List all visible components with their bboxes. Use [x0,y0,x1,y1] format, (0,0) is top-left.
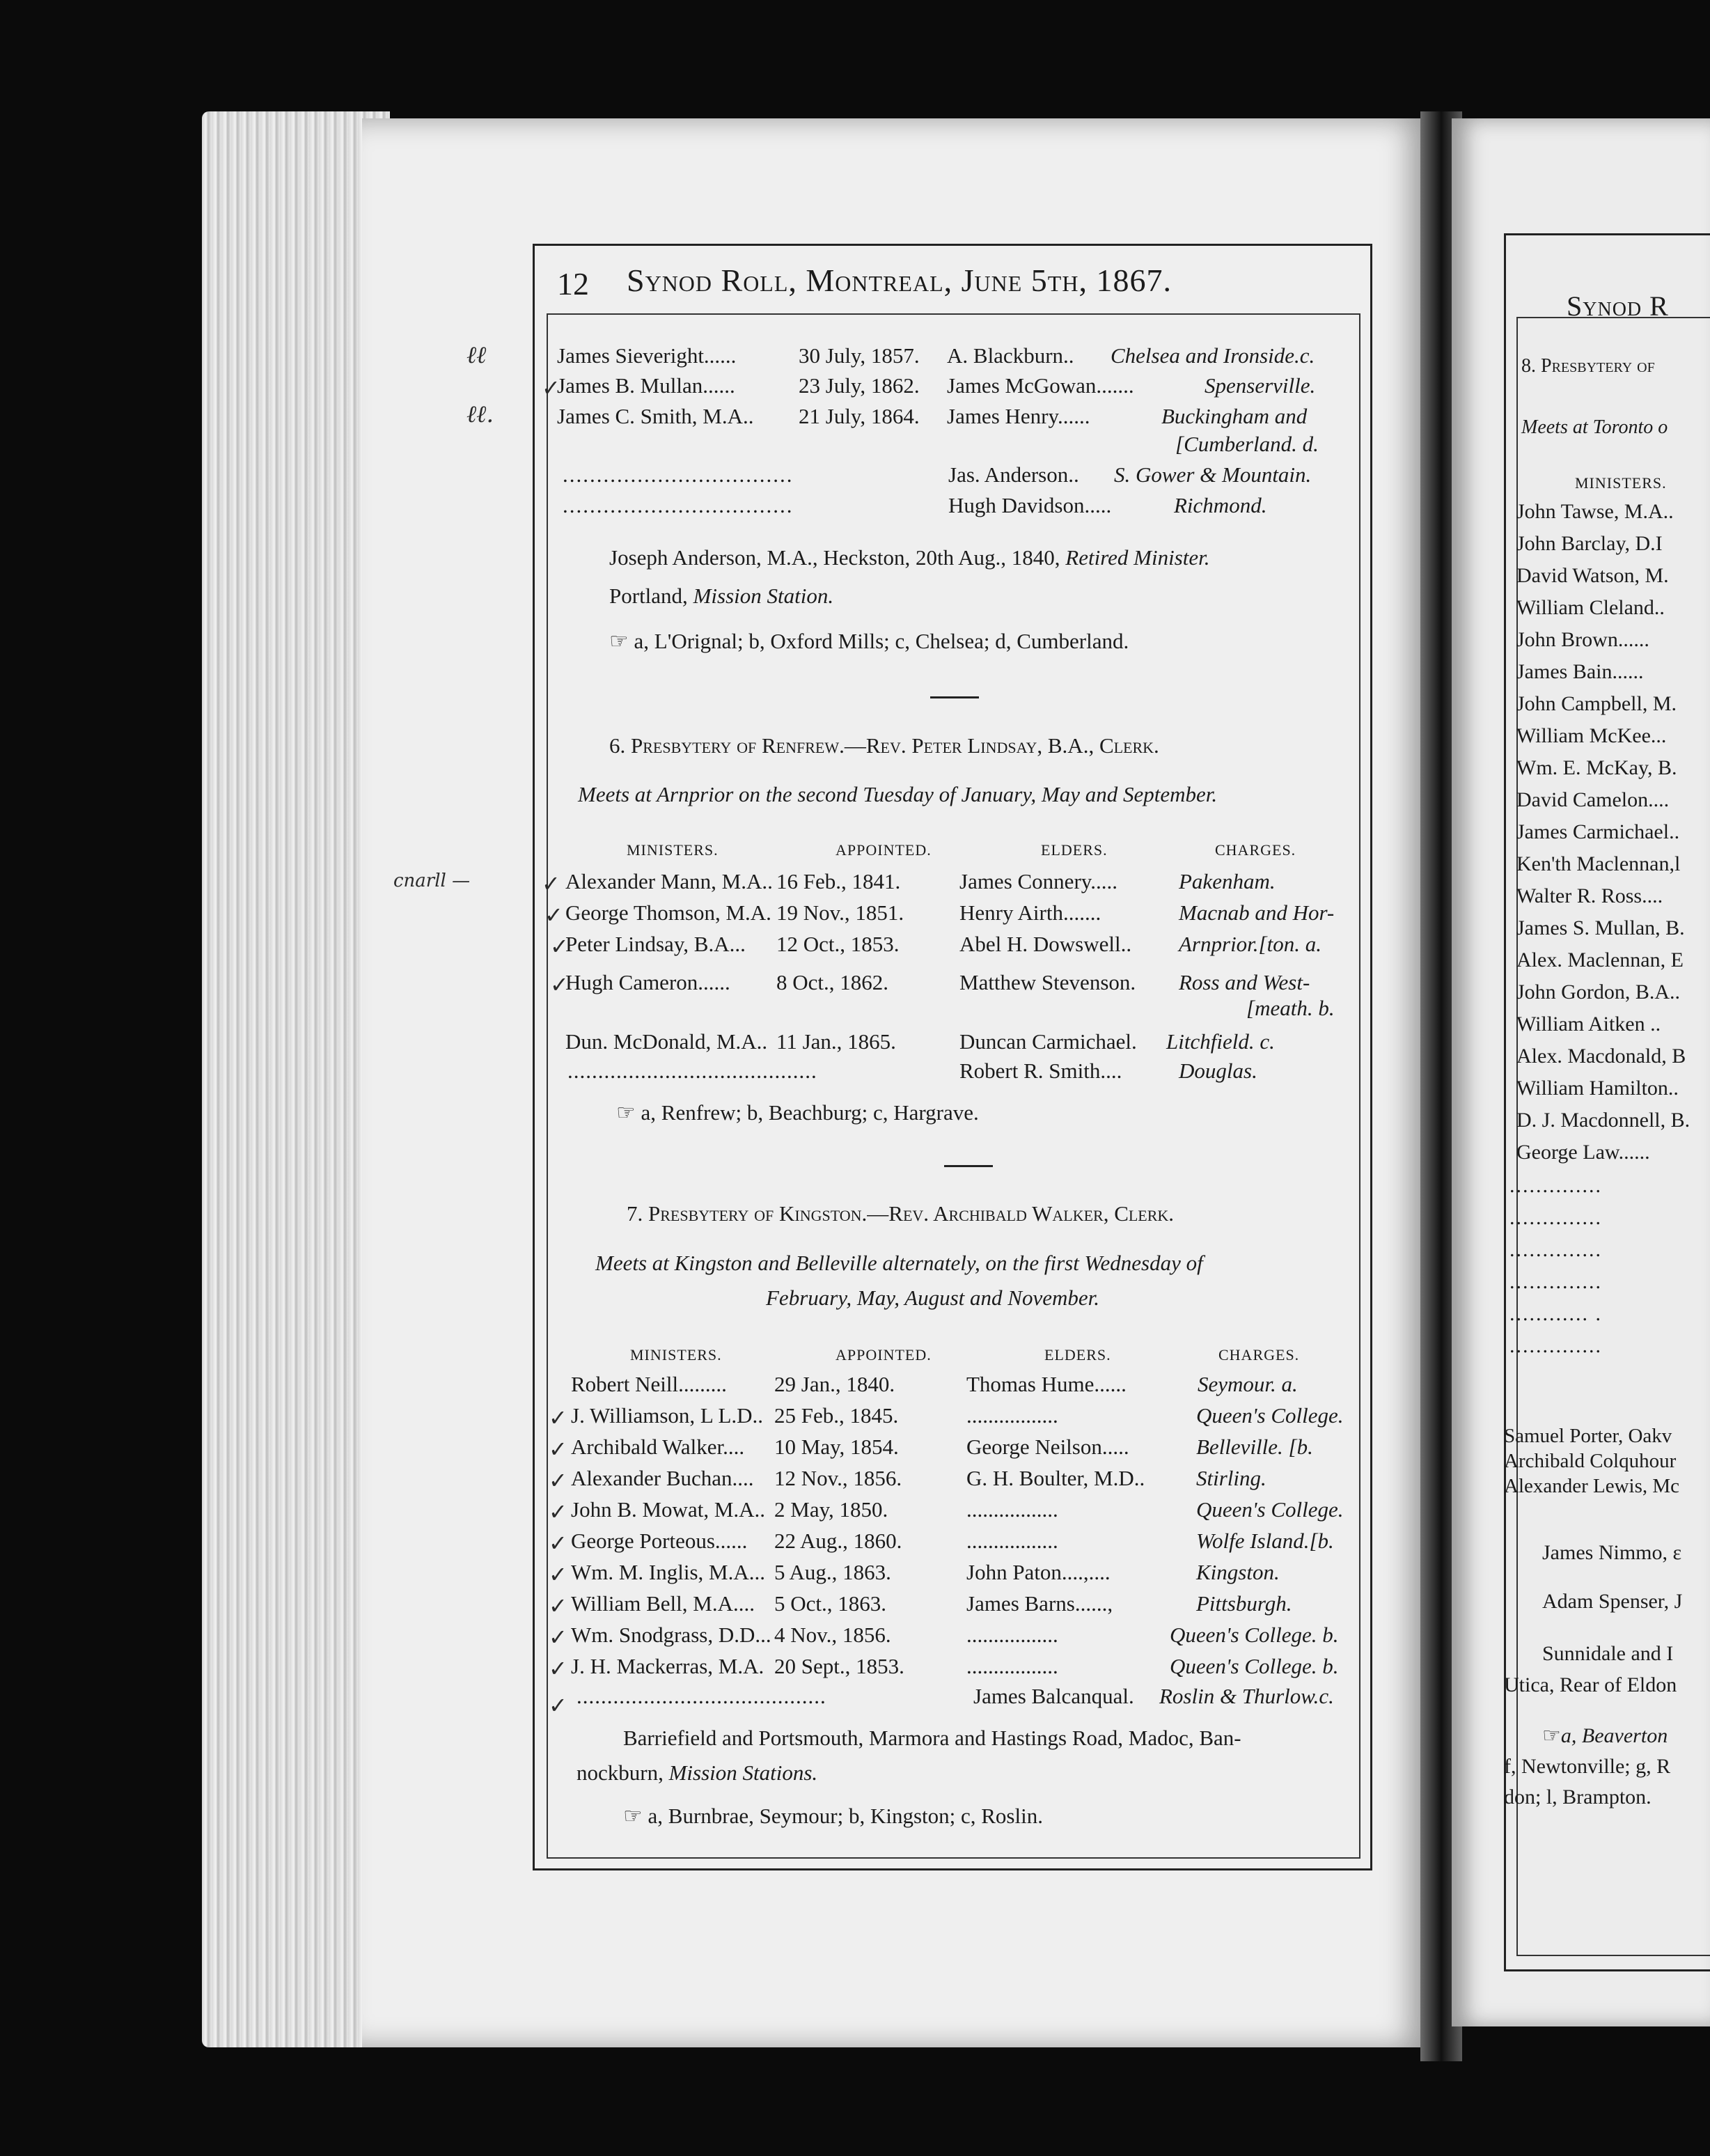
column-header: APPOINTED. [836,841,932,859]
appointed-date: 29 Jan., 1840. [774,1372,895,1396]
minister-name: Hugh Cameron...... [565,970,730,994]
pointing-hand-icon: ☞ [1542,1724,1561,1747]
charge-name: Ross and West- [1179,970,1310,994]
minister-name: James B. Mullan...... [557,373,735,398]
footnote-text: a, Beaverton [1560,1724,1668,1747]
elder-name: James Barns......, [966,1591,1113,1616]
elder-name: James Henry...... [947,404,1090,428]
elder-name: Matthew Stevenson. [959,970,1136,994]
list-item: Samuel Porter, Oakv [1504,1425,1672,1447]
minister-name: J. Williamson, L L.D.. [571,1403,764,1428]
dotted-leader: .............. [1509,1270,1602,1293]
dotted-leader: ................. [966,1497,1058,1522]
check-mark-icon: ✓ [549,1655,567,1682]
minister-name: Alexander Buchan.... [571,1466,754,1490]
margin-handwriting: cnarll — [393,870,471,891]
minister-name: Robert Neill......... [571,1372,727,1396]
check-mark-icon: ✓ [542,375,560,401]
section-heading-renfrew: 6. Presbytery of Renfrew.—Rev. Peter Lindsay, B.A., Clerk. [609,733,1159,758]
appointed-date: 19 Nov., 1851. [776,900,904,925]
list-item: Walter R. Ross.... [1516,884,1663,907]
column-header: CHARGES. [1215,841,1296,859]
charge-name: Belleville. [b. [1196,1435,1313,1459]
right-footnote-line: f, Newtonville; g, R [1504,1755,1671,1778]
charge-name: Queen's College. [1196,1497,1344,1522]
list-item: David Watson, M. [1516,564,1669,587]
charge-name: Chelsea and Ironside.c. [1111,343,1315,368]
appointed-date: 5 Aug., 1863. [774,1560,891,1584]
charge-name: [meath. b. [1246,996,1335,1020]
elder-name: Henry Airth....... [959,900,1101,925]
elder-name: James Balcanqual. [973,1684,1134,1708]
check-mark-icon: ✓ [550,971,569,998]
list-item: Ken'th Maclennan,l [1516,852,1681,875]
dotted-leader: ................. [966,1403,1058,1428]
meeting-schedule-kingston-cont: February, May, August and November. [766,1286,1100,1310]
list-item: Alexander Lewis, Mc [1504,1475,1680,1497]
minister-name: Wm. Snodgrass, D.D... [571,1623,771,1647]
column-header: MINISTERS. [630,1346,722,1364]
right-column-header: MINISTERS. [1575,474,1667,492]
meeting-schedule-renfrew: Meets at Arnprior on the second Tuesday of January, May and September. [578,782,1218,806]
minister-name: Alexander Mann, M.A.. [565,869,773,893]
elder-name: Abel H. Dowswell.. [959,932,1132,956]
charge-name: Richmond. [1174,493,1267,517]
elder-name: A. Blackburn.. [947,343,1074,368]
list-item: D. J. Macdonnell, B. [1516,1109,1691,1132]
dotted-leader: .................................. [563,493,794,517]
check-mark-icon: ✓ [549,1499,567,1525]
charge-name: Buckingham and [1161,404,1308,428]
list-item: John Tawse, M.A.. [1516,500,1674,523]
charge-name: Litchfield. c. [1166,1029,1275,1054]
check-mark-icon: ✓ [549,1530,567,1556]
charge-name: Spenserville. [1205,373,1316,398]
check-mark-icon: ✓ [549,1436,567,1462]
elder-name: Hugh Davidson..... [948,493,1112,517]
dotted-leader: ................. [966,1623,1058,1647]
elder-name: Duncan Carmichael. [959,1029,1137,1054]
appointed-date: 22 Aug., 1860. [774,1529,902,1553]
appointed-date: 12 Nov., 1856. [774,1466,902,1490]
section-heading-kingston: 7. Presbytery of Kingston.—Rev. Archibald Walker, Clerk. [627,1201,1175,1226]
list-item: Alex. Maclennan, E [1516,948,1684,971]
check-mark-icon: ✓ [549,1561,567,1588]
dotted-leader: .............. [1509,1238,1602,1261]
column-header: ELDERS. [1041,841,1108,859]
list-item: Sunnidale and I [1542,1642,1674,1665]
charge-name: Stirling. [1196,1466,1266,1490]
margin-handwriting: ℓℓ. [466,400,494,428]
footnote-text: a, Burnbrae, Seymour; b, Kingston; c, Roslin. [648,1804,1043,1828]
dotted-leader: ......................................... [576,1684,826,1708]
elder-name: Jas. Anderson.. [948,462,1079,487]
appointed-date: 23 July, 1862. [799,373,920,398]
running-title: Synod Roll, Montreal, June 5th, 1867. [627,263,1172,298]
retired-minister-line [609,547,1210,568]
list-item: William Cleland.. [1516,596,1665,619]
appointed-date: 10 May, 1854. [774,1435,899,1459]
elder-name: G. H. Boulter, M.D.. [966,1466,1145,1490]
appointed-date: 21 July, 1864. [799,404,920,428]
minister-name: J. H. Mackerras, M.A. [571,1654,764,1678]
column-header: APPOINTED. [836,1346,932,1364]
charge-name: Douglas. [1179,1059,1257,1083]
list-item: William McKee... [1516,724,1667,747]
elder-name: George Neilson..... [966,1435,1129,1459]
check-mark-icon: ✓ [549,1692,567,1719]
dotted-leader: ................. [966,1529,1058,1553]
charge-name: S. Gower & Mountain. [1114,462,1312,487]
charge-name: Arnprior.[ton. a. [1179,932,1321,956]
elder-name: James Connery..... [959,869,1118,893]
mission-stations-line: Barriefield and Portsmouth, Marmora and Hastings Road, Madoc, Ban- [623,1726,1241,1750]
charge-name: Kingston. [1196,1560,1280,1584]
retired-minister-text: Joseph Anderson, M.A., Heckston, 20th Aug., 1840, [609,545,1066,570]
appointed-date: 11 Jan., 1865. [776,1029,896,1054]
mission-station-line [609,585,833,607]
charge-name: Seymour. a. [1198,1372,1298,1396]
mission-stations-line-cont [576,1762,817,1783]
check-mark-icon: ✓ [549,1405,567,1431]
margin-handwriting: ℓℓ [466,341,487,369]
mission-stations-label: Mission Stations. [668,1760,818,1785]
right-running-title: Synod R [1567,290,1669,322]
minister-name: James C. Smith, M.A.. [557,404,754,428]
footnote-line [623,1805,1043,1827]
appointed-date: 12 Oct., 1853. [776,932,900,956]
minister-name: Archibald Walker.... [571,1435,745,1459]
minister-name: George Porteous...... [571,1529,748,1553]
mission-station-place: Portland, [609,584,693,608]
check-mark-icon: ✓ [544,902,563,928]
list-item: Utica, Rear of Eldon [1504,1673,1677,1696]
column-header: ELDERS. [1044,1346,1111,1364]
appointed-date: 16 Feb., 1841. [776,869,901,893]
check-mark-icon: ✓ [549,1624,567,1650]
appointed-date: 20 Sept., 1853. [774,1654,904,1678]
list-item: James S. Mullan, B. [1516,916,1685,939]
meeting-schedule-kingston: Meets at Kingston and Belleville alternately, on the first Wednesday of [595,1251,1203,1275]
list-item: James Bain...... [1516,660,1644,683]
dotted-leader: ............ . [1509,1302,1602,1325]
footnote-text: a, Renfrew; b, Beachburg; c, Hargrave. [641,1100,979,1125]
section-divider [930,696,979,698]
appointed-date: 4 Nov., 1856. [774,1623,891,1647]
list-item: David Camelon.... [1516,788,1670,811]
appointed-date: 25 Feb., 1845. [774,1403,899,1428]
list-item: Adam Spenser, J [1542,1590,1683,1613]
charge-name: Queen's College. b. [1170,1654,1339,1678]
charge-name: Roslin & Thurlow.c. [1159,1684,1334,1708]
section-divider [944,1165,993,1167]
dotted-leader: ......................................... [567,1059,817,1083]
charge-name: Queen's College. [1196,1403,1344,1428]
mission-station-label: Mission Station. [693,584,834,608]
list-item: John Brown...... [1516,628,1649,651]
minister-name: John B. Mowat, M.A.. [571,1497,766,1522]
column-header: MINISTERS. [627,841,719,859]
minister-name: William Bell, M.A.... [571,1591,755,1616]
list-item: George Law...... [1516,1141,1650,1164]
elder-name: John Paton....,.... [966,1560,1111,1584]
minister-name: George Thomson, M.A. [565,900,771,925]
list-item: William Aitken .. [1516,1013,1661,1036]
column-header: CHARGES. [1218,1346,1300,1364]
pointing-hand-icon: ☞ [609,629,629,653]
appointed-date: 8 Oct., 1862. [776,970,889,994]
check-mark-icon: ✓ [549,1467,567,1494]
right-footnote-line: don; l, Brampton. [1504,1786,1652,1809]
charge-name: [Cumberland. d. [1175,432,1319,456]
list-item: John Barclay, D.I [1516,532,1663,555]
elder-name: Thomas Hume...... [966,1372,1127,1396]
dotted-leader: .............. [1509,1174,1602,1197]
list-item: James Carmichael.. [1516,820,1680,843]
list-item: Alex. Macdonald, B [1516,1045,1686,1068]
list-item: William Hamilton.. [1516,1077,1679,1100]
right-page-inner-border [1516,317,1710,1956]
footnote-text: a, L'Orignal; b, Oxford Mills; c, Chelsea; d, Cumberland. [634,629,1129,653]
charge-name: Queen's College. b. [1170,1623,1339,1647]
list-item: John Gordon, B.A.. [1516,981,1681,1003]
retired-minister-label: Retired Minister. [1065,545,1210,570]
right-section-heading: 8. Presbytery of [1521,355,1655,377]
page-number: 12 [557,266,589,302]
right-footnote-line [1542,1726,1668,1747]
elder-name: Robert R. Smith.... [959,1059,1122,1083]
minister-name: Wm. M. Inglis, M.A... [571,1560,765,1584]
minister-name: James Sieveright...... [557,343,737,368]
elder-name: James McGowan....... [947,373,1134,398]
dotted-leader: .................................. [563,462,794,487]
appointed-date: 30 July, 1857. [799,343,920,368]
charge-name: Pakenham. [1179,869,1276,893]
dotted-leader: .............. [1509,1206,1602,1229]
minister-name: Peter Lindsay, B.A... [565,932,746,956]
pointing-hand-icon: ☞ [616,1100,636,1125]
list-item: Archibald Colquhour [1504,1450,1677,1472]
footnote-line [609,630,1129,652]
list-item: Wm. E. McKay, B. [1516,756,1677,779]
appointed-date: 5 Oct., 1863. [774,1591,887,1616]
check-mark-icon: ✓ [550,933,569,960]
list-item: John Campbell, M. [1516,692,1677,715]
charge-name: Wolfe Island.[b. [1196,1529,1334,1553]
footnote-line [616,1102,979,1123]
dotted-leader: .............. [1509,1334,1602,1357]
right-meeting-schedule: Meets at Toronto o [1521,416,1668,438]
dotted-leader: ................. [966,1654,1058,1678]
check-mark-icon: ✓ [549,1593,567,1619]
appointed-date: 2 May, 1850. [774,1497,888,1522]
charge-name: Macnab and Hor- [1179,900,1335,925]
mission-stations-place: nockburn, [576,1760,669,1785]
minister-name: Dun. McDonald, M.A.. [565,1029,768,1054]
pointing-hand-icon: ☞ [623,1804,643,1828]
check-mark-icon: ✓ [542,870,560,897]
list-item: James Nimmo, ε [1542,1541,1682,1564]
charge-name: Pittsburgh. [1196,1591,1292,1616]
